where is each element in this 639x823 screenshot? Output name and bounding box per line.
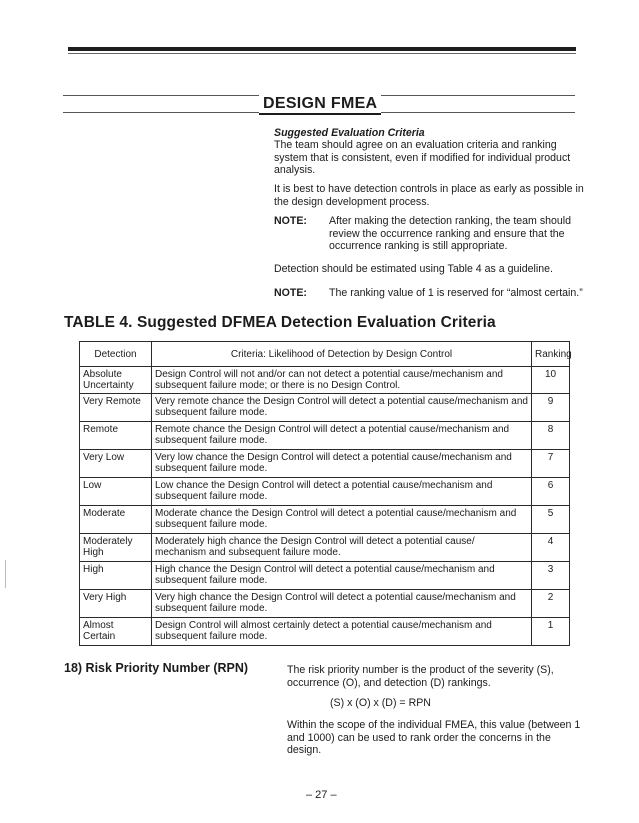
- criteria-cell: Moderate chance the Design Control will detect a potential cause/mechanism and subsequent failure mode.: [152, 506, 532, 534]
- rpn-formula: (S) x (O) x (D) = RPN: [330, 697, 431, 709]
- page-number: – 27 –: [306, 789, 337, 801]
- detection-cell: Almost Certain: [80, 618, 152, 646]
- detection-cell: Remote: [80, 422, 152, 450]
- column-header-detection: Detection: [80, 342, 152, 367]
- table-title: TABLE 4. Suggested DFMEA Detection Evaluation Criteria: [64, 314, 496, 331]
- ranking-cell: 4: [532, 534, 570, 562]
- table-row: [80, 450, 570, 478]
- criteria-cell: Low chance the Design Control will detect a potential cause/mechanism and subsequent failure mode.: [152, 478, 532, 506]
- paragraph-guideline: Detection should be estimated using Table 4 as a guideline.: [274, 263, 553, 275]
- paragraph-evaluation: The team should agree on an evaluation criteria and ranking system that is consistent, even if modified for individual product analysis.: [274, 139, 571, 177]
- criteria-cell: Remote chance the Design Control will detect a potential cause/mechanism and subsequent failure mode.: [152, 422, 532, 450]
- ranking-cell: 2: [532, 590, 570, 618]
- table-row: [80, 534, 570, 562]
- criteria-cell: High chance the Design Control will detect a potential cause/mechanism and subsequent failure mode.: [152, 562, 532, 590]
- detection-cell: Moderate: [80, 506, 152, 534]
- ranking-cell: 6: [532, 478, 570, 506]
- rpn-heading: 18) Risk Priority Number (RPN): [64, 661, 249, 675]
- detection-criteria-table: [79, 341, 570, 646]
- detection-cell: Very High: [80, 590, 152, 618]
- ranking-cell: 9: [532, 394, 570, 422]
- criteria-cell: Very remote chance the Design Control will detect a potential cause/mechanism and subsequent failure mode.: [152, 394, 532, 422]
- note-label: NOTE:: [274, 287, 307, 299]
- detection-cell: High: [80, 562, 152, 590]
- note-text: After making the detection ranking, the team should review the occurrence ranking and ensure that the occurrence ranking is still appropriate.: [329, 215, 572, 253]
- table-row: [80, 590, 570, 618]
- table-row: [80, 367, 570, 394]
- rpn-description: The risk priority number is the product of the severity (S), occurrence (O), and detection (D) rankings.: [287, 664, 554, 689]
- table-row: [80, 422, 570, 450]
- note-label: NOTE:: [274, 215, 307, 227]
- ranking-cell: 1: [532, 618, 570, 646]
- ranking-cell: 8: [532, 422, 570, 450]
- top-rule: [68, 47, 576, 51]
- note-text: The ranking value of 1 is reserved for “almost certain.”: [329, 287, 583, 299]
- ranking-cell: 7: [532, 450, 570, 478]
- criteria-cell: Very high chance the Design Control will detect a potential cause/mechanism and subsequent failure mode.: [152, 590, 532, 618]
- column-header-ranking: Ranking: [532, 342, 570, 367]
- detection-cell: Moderately High: [80, 534, 152, 562]
- criteria-cell: Design Control will almost certainly detect a potential cause/mechanism and subsequent failure mode.: [152, 618, 532, 646]
- table-header-row: [80, 342, 570, 367]
- rpn-paragraph: Within the scope of the individual FMEA, this value (between 1 and 1000) can be used to rank order the concerns in the design.: [287, 719, 581, 757]
- table-row: [80, 506, 570, 534]
- section-heading: Suggested Evaluation Criteria: [274, 127, 425, 139]
- ranking-cell: 3: [532, 562, 570, 590]
- detection-cell: Very Low: [80, 450, 152, 478]
- table-row: [80, 618, 570, 646]
- column-header-criteria: Criteria: Likelihood of Detection by Design Control: [152, 342, 532, 367]
- criteria-cell: Very low chance the Design Control will detect a potential cause/mechanism and subsequent failure mode.: [152, 450, 532, 478]
- criteria-cell: Design Control will not and/or can not detect a potential cause/mechanism and subsequent failure mode; or there is no Design Control.: [152, 367, 532, 394]
- criteria-cell: Moderately high chance the Design Control will detect a potential cause/ mechanism and subsequent failure mode.: [152, 534, 532, 562]
- top-rule-thin: [68, 53, 576, 54]
- table-row: [80, 394, 570, 422]
- detection-cell: Absolute Uncertainty: [80, 367, 152, 394]
- page-title: DESIGN FMEA: [259, 94, 381, 115]
- table-row: [80, 478, 570, 506]
- table-row: [80, 562, 570, 590]
- paragraph-detection-controls: It is best to have detection controls in place as early as possible in the design development process.: [274, 183, 584, 208]
- detection-cell: Low: [80, 478, 152, 506]
- ranking-cell: 10: [532, 367, 570, 394]
- detection-cell: Very Remote: [80, 394, 152, 422]
- scan-artifact-mark: [5, 560, 6, 588]
- ranking-cell: 5: [532, 506, 570, 534]
